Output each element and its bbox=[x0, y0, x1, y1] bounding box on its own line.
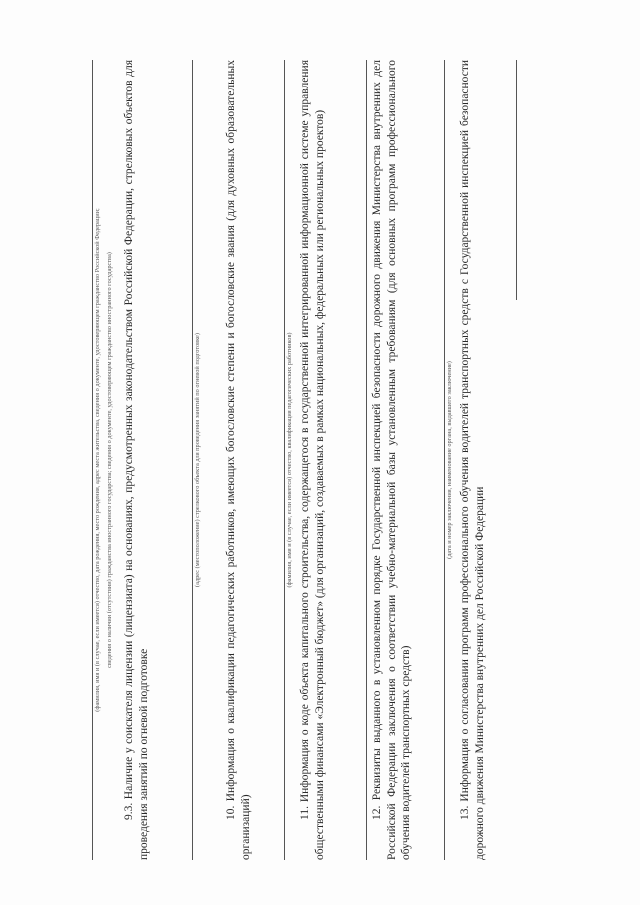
caption-address: (адрес (местоположение) стрелкового объекта для проведения занятий по огневой подготовке) bbox=[194, 333, 201, 587]
fill-line bbox=[444, 60, 445, 860]
fill-line bbox=[192, 60, 193, 860]
fill-line bbox=[366, 60, 367, 860]
caption-fio-full: (фамилия, имя и (в случае, если имеется) отчество, дата рождения, место рождения, адрес места жительства, сведения о документе, удостоверяющем гражданство Российской Федерации; bbox=[94, 208, 101, 712]
item-13: 13. Информация о согласовании программ профессионального обучения водителей транспортных средств с Государственной инспекцией безопасности дорожного движения Министерства внутренних дел Российской Федерации bbox=[459, 60, 486, 860]
item-11: 11. Информация о коде объекта капитального строительства, содержащегося в государственной интегрированной информационной системе управления общественными финансами «Электронный бюджет» (для организаций, создаваемых в рамках национальных, федеральных или региональных проектов) bbox=[299, 60, 326, 860]
item-12: 12. Реквизиты выданного в установленном порядке Государственной инспекцией безопасности дорожного движения Министерства внутренних дел Российской Федерации заключения о соответствии учебно-материальной базы установленным требованиям (для основных программ профессионального обучения водителей транспортных средств) bbox=[371, 60, 412, 860]
rotated-form-sheet bbox=[58, 60, 538, 860]
item-9-3: 9.3. Наличие у соискателя лицензии (лицензиата) на основаниях, предусмотренных законодательством Российской Федерации, стрелковых объектов для проведения занятий по огневой подготовке bbox=[123, 60, 150, 860]
item-10: 10. Информация о квалификации педагогических работников, имеющих богословские степени и богословские звания (для духовных образовательных организаций) bbox=[225, 60, 252, 860]
caption-teachers: (фамилия, имя и (в случае, если имеется) отчество, квалификация педагогических работников) bbox=[286, 332, 293, 588]
caption-fio-full-2: сведения о наличии (отсутствии) гражданства иностранного государства; сведения о документе, удостоверяющем гражданство иностранного государства) bbox=[106, 252, 113, 668]
fill-line bbox=[284, 60, 285, 860]
fill-line bbox=[92, 60, 93, 860]
caption-conclusion: (дата и номер заключения, наименование органа, выдавшего заключение) bbox=[446, 361, 453, 559]
fill-line bbox=[516, 60, 517, 300]
